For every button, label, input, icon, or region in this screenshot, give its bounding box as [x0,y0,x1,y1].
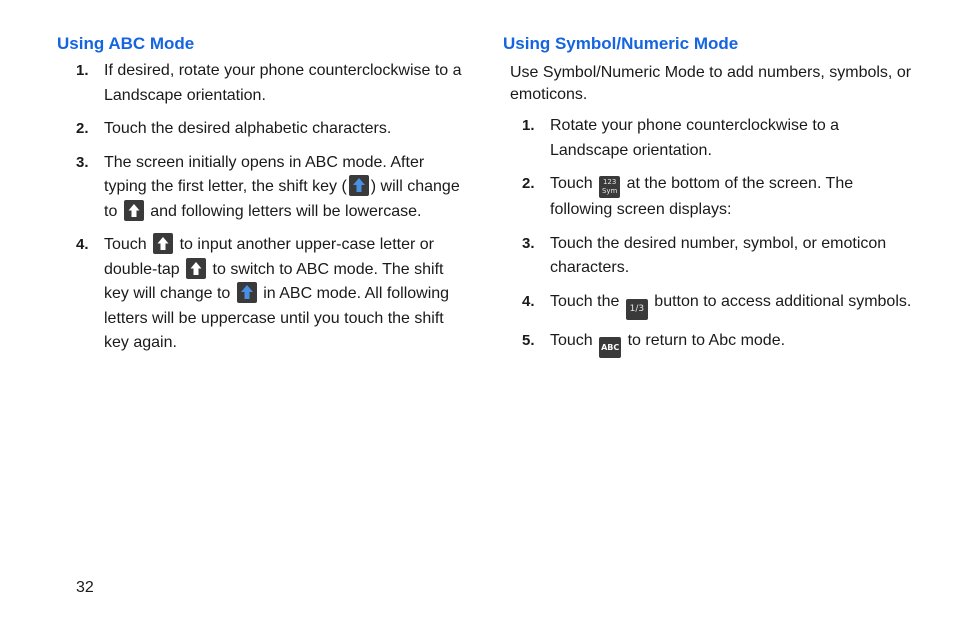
step-number: 5. [522,331,535,349]
step-text: If desired, rotate your phone counterclockwise to a Landscape orientation. [104,62,462,104]
list-item [57,117,467,142]
shift-key-white-icon [186,258,206,279]
page-number: 32 [76,579,94,596]
step-number: 3. [522,234,535,252]
step-text: Touch the desired number, symbol, or emoticon characters. [550,234,887,276]
list-item [57,151,467,225]
step-text: to switch to ABC mode. The shift key will change to [104,260,444,302]
list-item [57,59,467,108]
step-text: The screen initially opens in ABC mode. After typing the first letter, the shift key ( [104,153,425,195]
step-number: 1. [522,117,535,134]
step-text: button to access additional symbols. [654,292,912,310]
list-item [503,232,913,281]
sym-key-icon [599,176,620,198]
list-item [503,172,913,223]
step-text: Touch [550,175,593,192]
symbol-mode-intro: Use Symbol/Numeric Mode to add numbers, symbols, or emoticons. [510,64,912,103]
shift-key-white-icon [124,200,144,221]
step-text: Touch the [550,292,620,310]
shift-key-white-icon [153,233,173,254]
step-number: 4. [76,236,89,253]
symbol-mode-steps [503,114,913,358]
sym-key-label-top: 123 [602,178,617,186]
step-text: Rotate your phone counterclockwise to a Landscape orientation. [550,117,840,159]
step-text: Touch [104,236,147,253]
abc-mode-heading: Using ABC Mode [57,34,195,53]
step-text: to input another upper-case letter or double-tap [104,236,434,278]
step-text: and following letters will be lowercase. [150,202,422,220]
shift-key-blue-icon [237,282,257,303]
shift-key-blue-icon [349,175,369,196]
right-column [503,34,913,367]
symbol-mode-heading: Using Symbol/Numeric Mode [503,34,739,53]
step-text: in ABC mode. All following letters will be uppercase until you touch the shift key again. [104,285,450,351]
step-text: Touch [550,331,593,349]
step-number: 2. [522,175,535,192]
list-item [503,114,913,163]
abc-mode-steps [57,59,467,356]
step-text: to return to Abc mode. [627,331,786,349]
step-number: 2. [76,120,89,137]
list-item [503,329,913,358]
abc-key-icon: ABC [599,337,621,358]
list-item [57,233,467,356]
step-number: 3. [76,153,89,171]
step-number: 4. [522,292,535,310]
list-item [503,290,913,320]
step-number: 1. [76,62,89,79]
left-column [57,34,467,365]
page-key-icon: 1/3 [626,299,648,320]
step-text: at the bottom of the screen. The following screen displays: [550,175,854,218]
sym-key-label-bottom: Sym [601,187,618,195]
step-text: Touch the desired alphabetic characters. [104,120,392,137]
step-text: ) will change to [104,178,460,220]
